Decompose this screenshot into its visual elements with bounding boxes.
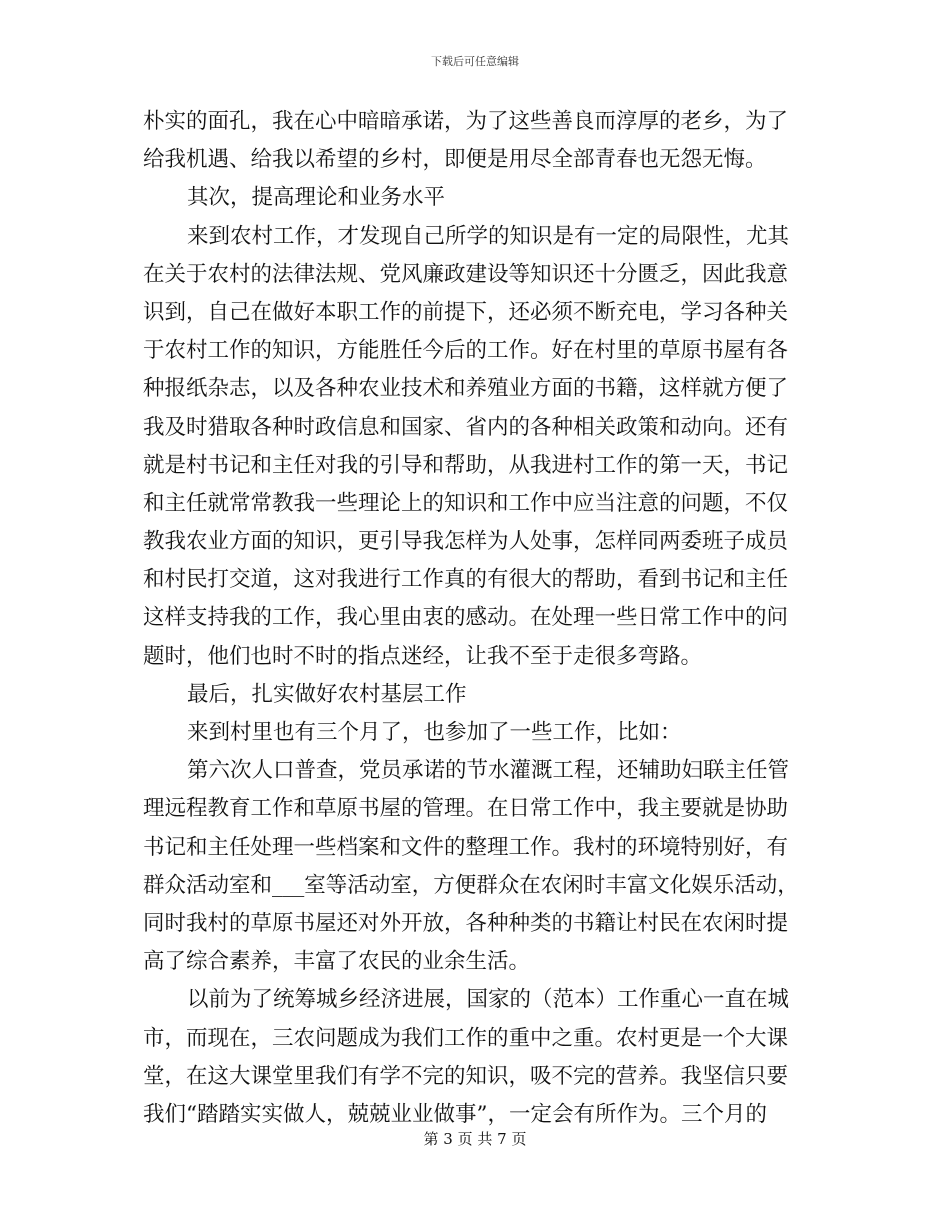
section-heading: 其次，提高理论和业务水平: [187, 185, 446, 211]
text-line: 群众活动室和___室等活动室，方便群众在农闲时丰富文化娱乐活动，: [143, 872, 799, 898]
text-line: 识到，自己在做好本职工作的前提下，还必须不断充电，学习各种关: [143, 299, 789, 325]
text-line: 种报纸杂志，以及各种农业技术和养殖业方面的书籍，这样就方便了: [143, 376, 789, 402]
page-header-note: 下载后可任意编辑: [431, 55, 519, 68]
page-number: 第 3 页 共 7 页: [423, 1130, 527, 1148]
text-line: 同时我村的草原书屋还对外开放，各种种类的书籍让村民在农闲时提: [143, 910, 789, 936]
text-line: 理远程教育工作和草原书屋的管理。在日常工作中，我主要就是协助: [143, 796, 789, 822]
text-line: 高了综合素养，丰富了农民的业余生活。: [143, 949, 531, 975]
text-line: 在关于农村的法律法规、党风廉政建设等知识还十分匮乏，因此我意: [143, 261, 789, 287]
text-line: 来到村里也有三个月了，也参加了一些工作，比如：: [187, 720, 682, 745]
text-line: 来到农村工作，才发现自己所学的知识是有一定的局限性，尤其: [187, 223, 790, 249]
text-line: 于农村工作的知识，方能胜任今后的工作。好在村里的草原书屋有各: [143, 338, 789, 364]
text-line: 市，而现在，三农问题成为我们工作的重中之重。农村更是一个大课: [143, 1025, 789, 1051]
text-line: 就是村书记和主任对我的引导和帮助，从我进村工作的第一天，书记: [143, 452, 789, 478]
text-line: 我及时猎取各种时政信息和国家、省内的各种相关政策和动向。还有: [143, 414, 789, 440]
text-line: 第六次人口普查，党员承诺的节水灌溉工程，还辅助妇联主任管: [187, 758, 790, 784]
section-heading: 最后，扎实做好农村基层工作: [187, 681, 467, 707]
text-line: 我们“踏踏实实做人，兢兢业业做事”，一定会有所作为。三个月的: [143, 1101, 767, 1127]
document-body: [143, 103, 807, 1134]
text-line: 这样支持我的工作，我心里由衷的感动。在处理一些日常工作中的问: [143, 605, 789, 631]
text-line: 题时，他们也时不时的指点迷经，让我不至于走很多弯路。: [143, 643, 703, 669]
text-line: 朴实的面孔，我在心中暗暗承诺，为了这些善良而淳厚的老乡，为了: [143, 109, 789, 134]
text-line: 以前为了统筹城乡经济进展，国家的（范本）工作重心一直在城: [187, 987, 790, 1013]
text-line: 和主任就常常教我一些理论上的知识和工作中应当注意的问题，不仅: [143, 490, 789, 516]
text-line: 给我机遇、给我以希望的乡村，即便是用尽全部青春也无怨无悔。: [143, 147, 767, 173]
text-line: 和村民打交道，这对我进行工作真的有很大的帮助，看到书记和主任: [143, 567, 789, 593]
text-line: 教我农业方面的知识，更引导我怎样为人处事，怎样同两委班子成员: [143, 529, 789, 555]
text-line: 书记和主任处理一些档案和文件的整理工作。我村的环境特别好，有: [143, 834, 789, 860]
text-line: 堂，在这大课堂里我们有学不完的知识，吸不完的营养。我坚信只要: [143, 1063, 789, 1089]
